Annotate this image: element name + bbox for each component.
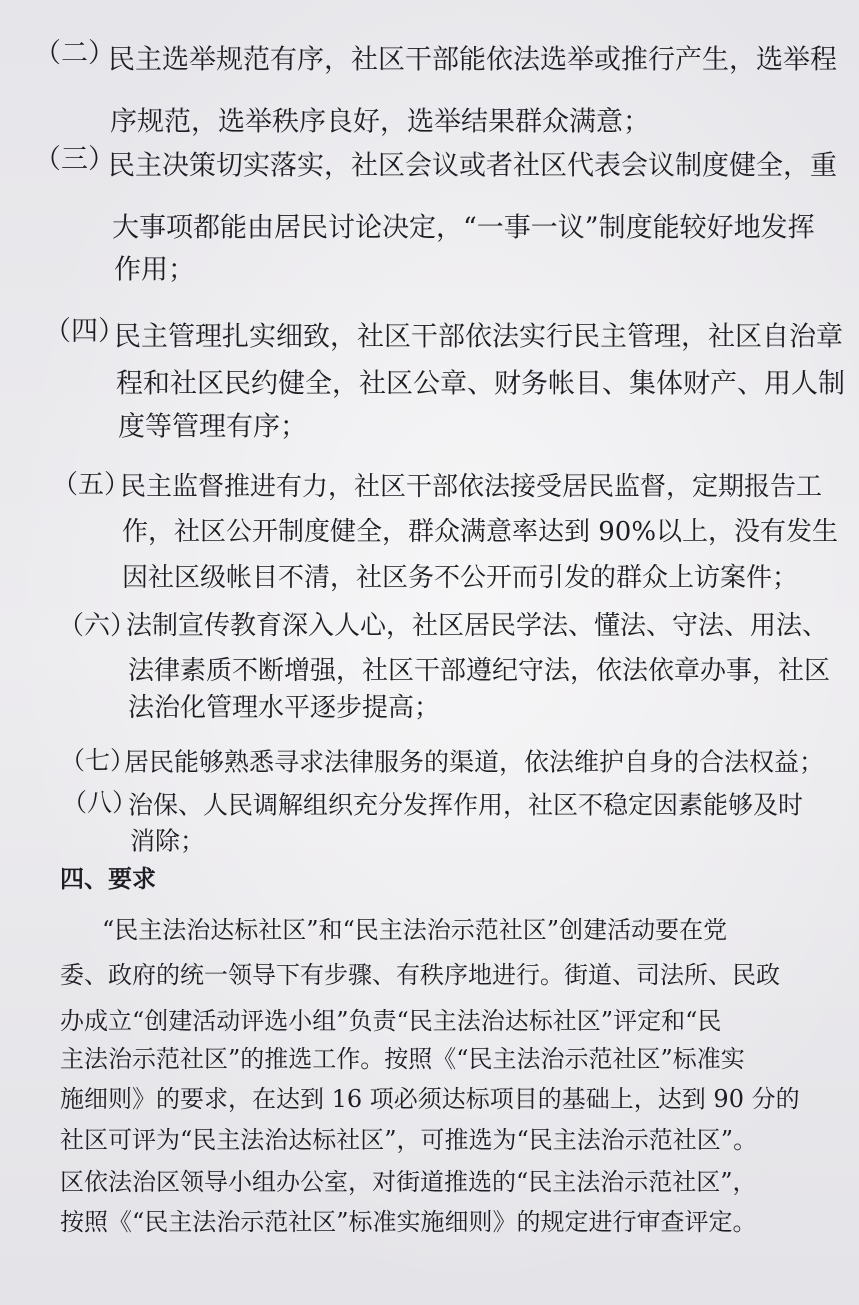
item-text-line: 作，社区公开制度健全，群众满意率达到 90%以上，没有发生 [122, 517, 839, 547]
section-heading: 四、要求 [60, 864, 156, 893]
paragraph-line: 社区可评为“民主法治达标社区”，可推选为“民主法治示范社区”。 [60, 1126, 758, 1154]
item-text-line: 法制宣传教育深入人心，社区居民学法、懂法、守法、用法、 [126, 611, 829, 641]
paragraph-line: 办成立“创建活动评选小组”负责“民主法治达标社区”评定和“民 [60, 1007, 722, 1035]
item-text-line: 民主监督推进有力，社区干部依法接受居民监督，定期报告工 [120, 472, 823, 502]
item-text-line: 治保、人民调解组织充分发挥作用，社区不稳定因素能够及时 [128, 790, 804, 820]
item-text-line: 消除； [130, 826, 206, 856]
item-text-line: 大事项都能由居民讨论决定，“一事一议”制度能较好地发挥 [112, 212, 815, 244]
item-text-line: 民主管理扎实细致，社区干部依法实行民主管理，社区自治章 [114, 321, 843, 353]
item-number: （五） [52, 470, 131, 500]
item-number: （二） [34, 38, 115, 69]
item-number: （四） [44, 316, 125, 347]
item-text-line: 序规范，选举秩序良好，选举结果群众满意； [110, 106, 650, 138]
paragraph-line: 按照《“民主法治示范社区”标准实施细则》的规定进行审查评定。 [60, 1208, 757, 1236]
item-text-line: 民主决策切实落实，社区会议或者社区代表会议制度健全，重 [108, 150, 837, 182]
item-number: （六） [58, 611, 137, 641]
item-text-line: 法治化管理水平逐步提高； [128, 693, 441, 723]
item-number: （八） [62, 788, 138, 817]
paragraph-line: 施细则》的要求，在达到 16 项必须达标项目的基础上，达到 90 分的 [60, 1085, 800, 1113]
item-text-line: 作用； [114, 254, 195, 286]
item-text-line: 法律素质不断增强，社区干部遵纪守法，依法依章办事，社区 [128, 656, 831, 686]
item-text-line: 程和社区民约健全，社区公章、财务帐目、集体财产、用人制 [116, 368, 845, 400]
paragraph-line: 委、政府的统一领导下有步骤、有秩序地进行。街道、司法所、民政 [60, 961, 780, 989]
item-text-line: 居民能够熟悉寻求法律服务的渠道，依法维护自身的合法权益； [124, 747, 825, 777]
paragraph-line: “民主法治达标社区”和“民主法治示范社区”创建活动要在党 [102, 916, 728, 944]
item-number: （七） [60, 746, 136, 775]
paragraph-line: 区依法治区领导小组办公室，对街道推选的“民主法治示范社区”， [60, 1168, 757, 1196]
item-text-line: 度等管理有序； [118, 411, 307, 443]
paragraph-line: 主法治示范社区”的推选工作。按照《“民主法治示范社区”标准实 [60, 1045, 745, 1073]
item-text-line: 因社区级帐目不清，社区务不公开而引发的群众上访案件； [122, 563, 799, 593]
item-text-line: 民主选举规范有序，社区干部能依法选举或推行产生，选举程 [108, 44, 837, 76]
item-number: （三） [34, 144, 115, 175]
